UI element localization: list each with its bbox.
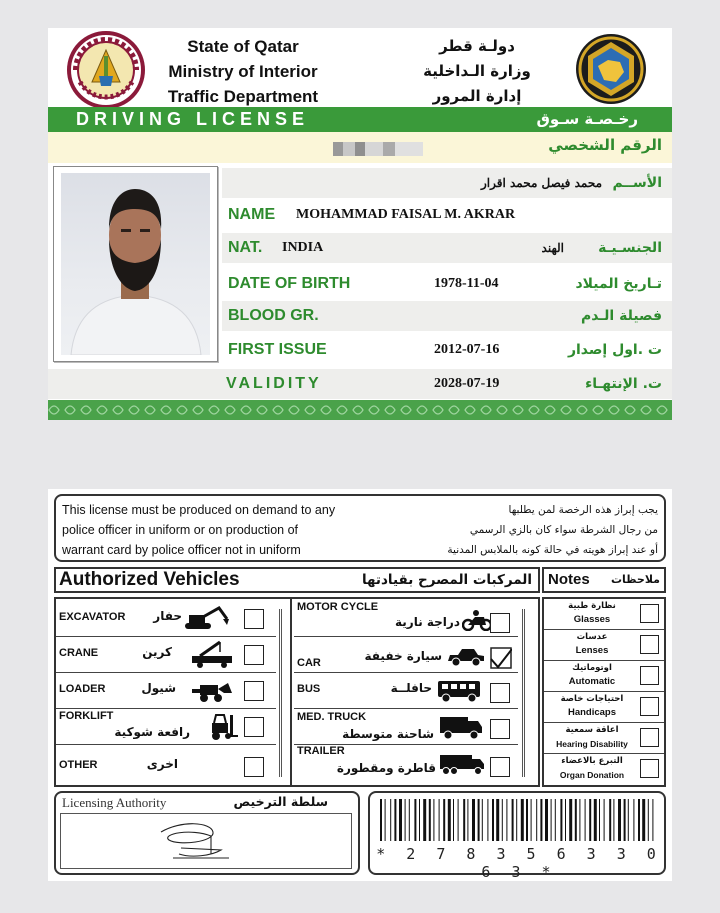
header-country-ar: دولـة قطر bbox=[439, 37, 515, 55]
vehicle-row-excavator bbox=[56, 601, 276, 637]
authorized-vehicles-title-ar: المركبات المصرح بقيادتها bbox=[361, 572, 532, 588]
header-department-ar: إدارة المرور bbox=[432, 87, 522, 105]
vehicle-label: BUS bbox=[297, 683, 321, 695]
vehicle-label-ar: شاحنة متوسطة bbox=[342, 727, 434, 741]
checkbox-loader[interactable] bbox=[244, 681, 264, 701]
header-department: Traffic Department bbox=[167, 87, 319, 106]
nationality-value: INDIA bbox=[282, 240, 324, 255]
blood-group-label: BLOOD GR. bbox=[228, 307, 319, 324]
license-back-card bbox=[48, 489, 672, 881]
vehicle-label: LOADER bbox=[59, 683, 106, 695]
checkbox-excavator[interactable] bbox=[244, 609, 264, 629]
vehicle-label-ar: رافعة شوكية bbox=[114, 725, 190, 739]
date-of-birth-value: 1978-11-04 bbox=[434, 276, 499, 291]
notice-line: warrant card by police officer not in uniform bbox=[62, 543, 301, 557]
driving-license-title-ar: رخـصـة سـوق bbox=[536, 110, 638, 128]
vehicle-row-trailer bbox=[294, 745, 518, 781]
authorized-vehicles-title: Authorized Vehicles bbox=[59, 569, 240, 590]
date-of-birth-label-ar: تـاريخ الميلاد bbox=[575, 276, 662, 292]
personal-id-redacted bbox=[333, 142, 423, 156]
vehicle-row-medium-truck bbox=[294, 709, 518, 745]
car-icon bbox=[446, 647, 486, 667]
nationality-label-ar: الجنسـيـة bbox=[598, 240, 662, 256]
holder-portrait-icon bbox=[61, 173, 210, 355]
vehicle-row-motorcycle bbox=[294, 601, 518, 637]
vehicle-label-ar: حفار bbox=[153, 609, 182, 623]
crane-truck-icon bbox=[190, 640, 234, 668]
holder-photo bbox=[53, 166, 218, 362]
licensing-authority-box bbox=[54, 791, 360, 875]
first-issue-label-ar: ت .اول إصدار bbox=[567, 342, 662, 358]
nationality-value-ar: الهند bbox=[541, 241, 564, 255]
note-handicaps bbox=[544, 692, 664, 723]
trailer-truck-icon bbox=[438, 753, 486, 777]
vehicle-label-ar: سيارة خفيفة bbox=[364, 649, 442, 663]
forklift-icon bbox=[204, 713, 238, 741]
licensing-authority-label-ar: سلطة الترخيص bbox=[233, 794, 328, 809]
note-hearing-disability bbox=[544, 723, 664, 754]
name-value-ar: محمد فيصل محمد اقرار bbox=[480, 176, 602, 190]
barcode-box bbox=[368, 791, 666, 881]
checkbox-automatic[interactable] bbox=[640, 666, 659, 685]
vehicle-label: MOTOR CYCLE bbox=[297, 601, 379, 613]
first-issue-label: FIRST ISSUE bbox=[228, 341, 327, 358]
validity-label: VALIDITY bbox=[226, 375, 322, 392]
truck-icon bbox=[438, 715, 484, 741]
name-label-ar: الأســم bbox=[612, 175, 662, 191]
checkbox-bus[interactable] bbox=[490, 683, 510, 703]
vehicle-label: EXCAVATOR bbox=[59, 611, 126, 623]
note-label-ar: التبرع بالاعضاء bbox=[561, 756, 623, 766]
notice-line-ar: يجب إبراز هذه الرخصة لمن يطلبها bbox=[508, 504, 658, 516]
vehicle-label: FORKLIFT bbox=[59, 710, 114, 722]
vehicle-label: MED. TRUCK bbox=[297, 711, 367, 723]
note-label-ar: اعاقة سمعية bbox=[565, 725, 619, 735]
decorative-pattern-band bbox=[48, 400, 672, 420]
note-lenses bbox=[544, 630, 664, 661]
loader-icon bbox=[190, 677, 234, 703]
signature-area bbox=[60, 813, 352, 869]
personal-id-band bbox=[48, 132, 672, 163]
note-label: Automatic bbox=[568, 676, 616, 687]
checkbox-medium-truck[interactable] bbox=[490, 719, 510, 739]
blood-group-label-ar: فصيلة الـدم bbox=[581, 308, 662, 324]
barcode-number: * 2 7 8 3 5 6 3 3 0 6 3 * bbox=[376, 845, 662, 881]
notice-line-ar: من رجال الشرطة سواء كان بالزي الرسمي bbox=[469, 524, 658, 536]
bus-icon bbox=[436, 679, 482, 703]
checkbox-hearing-disability[interactable] bbox=[640, 728, 659, 747]
header-country: State of Qatar bbox=[187, 37, 299, 56]
notes-header bbox=[542, 567, 666, 593]
note-label-ar: عدسات bbox=[576, 632, 608, 642]
note-label: Lenses bbox=[575, 645, 609, 656]
checkbox-handicaps[interactable] bbox=[640, 697, 659, 716]
note-organ-donation bbox=[544, 754, 664, 785]
vehicle-row-bus bbox=[294, 673, 518, 709]
checkbox-motorcycle[interactable] bbox=[490, 613, 510, 633]
header-ministry: Ministry of Interior bbox=[168, 62, 318, 81]
gcc-emblem-icon bbox=[574, 32, 648, 106]
notice-arabic bbox=[358, 500, 658, 560]
excavator-icon bbox=[181, 605, 231, 631]
first-issue-value: 2012-07-16 bbox=[434, 342, 500, 357]
vehicle-label-ar: قاطرة ومقطورة bbox=[336, 761, 436, 775]
personal-id-label-ar: الرقم الشخصي bbox=[548, 136, 662, 154]
vehicle-row-car bbox=[294, 637, 518, 673]
notes-title-ar: ملاحظات bbox=[611, 573, 660, 586]
validity-value: 2028-07-19 bbox=[434, 376, 500, 391]
header-ministry-ar: وزارة الـداخلية bbox=[423, 62, 531, 80]
date-of-birth-row bbox=[222, 269, 672, 299]
vehicle-label-ar: دراجة نارية bbox=[395, 615, 460, 629]
nationality-label: NAT. bbox=[228, 239, 263, 256]
licensing-authority-label: Licensing Authority bbox=[62, 795, 167, 810]
checkmark-icon bbox=[490, 647, 512, 669]
validity-label-ar: ت. الإنتهـاء bbox=[585, 376, 662, 392]
ministry-of-interior-emblem-icon bbox=[66, 30, 146, 110]
notice-line: This license must be produced on demand to any bbox=[62, 503, 336, 517]
first-issue-row bbox=[222, 335, 672, 365]
column-bar bbox=[279, 609, 282, 777]
vehicle-label-ar: حافلــة bbox=[390, 681, 432, 695]
name-label: NAME bbox=[228, 206, 276, 223]
vehicle-label-ar: اخرى bbox=[146, 757, 178, 771]
checkbox-lenses[interactable] bbox=[640, 635, 659, 654]
notes-title: Notes bbox=[548, 571, 590, 588]
note-label-ar: نظارة طبية bbox=[568, 601, 616, 611]
vehicle-label: OTHER bbox=[59, 759, 98, 771]
vehicle-grid bbox=[54, 597, 540, 787]
authorized-vehicles-header bbox=[54, 567, 540, 593]
checkbox-glasses[interactable] bbox=[640, 604, 659, 623]
note-automatic bbox=[544, 661, 664, 692]
checkbox-other[interactable] bbox=[244, 757, 264, 777]
header-english bbox=[148, 34, 338, 109]
motorcycle-icon bbox=[462, 609, 492, 631]
checkbox-trailer[interactable] bbox=[490, 757, 510, 777]
note-label-ar: اوتوماتيك bbox=[572, 663, 612, 673]
note-label: Handicaps bbox=[567, 707, 617, 718]
vehicle-row-loader bbox=[56, 673, 276, 709]
vehicle-label-ar: كرين bbox=[142, 645, 172, 659]
validity-row bbox=[48, 369, 672, 399]
date-of-birth-label: DATE OF BIRTH bbox=[228, 275, 351, 292]
name-value: MOHAMMAD FAISAL M. AKRAR bbox=[296, 207, 516, 222]
note-glasses bbox=[544, 599, 664, 630]
license-front-card bbox=[48, 28, 672, 420]
notice-line: police officer in uniform or on production of bbox=[62, 523, 299, 537]
nationality-row bbox=[222, 233, 672, 263]
vehicle-label: CAR bbox=[297, 657, 321, 669]
vehicle-label: TRAILER bbox=[297, 745, 345, 757]
checkbox-organ-donation[interactable] bbox=[640, 759, 659, 778]
notice-english bbox=[62, 500, 362, 560]
note-label-ar: احتياجات خاصة bbox=[560, 694, 624, 704]
vehicle-label: CRANE bbox=[59, 647, 99, 659]
blood-group-row bbox=[222, 301, 672, 331]
checkbox-car[interactable] bbox=[490, 647, 510, 667]
driving-license-band bbox=[48, 107, 672, 132]
note-label: Hearing Disability bbox=[556, 739, 628, 749]
vehicle-row-other bbox=[56, 745, 276, 781]
notes-list bbox=[542, 597, 666, 787]
vehicle-row-forklift bbox=[56, 709, 276, 745]
name-ar-row bbox=[222, 168, 672, 198]
notice-box bbox=[54, 494, 666, 562]
name-row bbox=[222, 200, 672, 230]
grid-divider bbox=[290, 599, 292, 785]
notice-line-ar: أو عند إبراز هويته في حالة كونه بالملابس المدنية bbox=[447, 544, 658, 556]
vehicle-row-crane bbox=[56, 637, 276, 673]
barcode-icon bbox=[380, 799, 658, 841]
header-arabic bbox=[412, 34, 542, 109]
driving-license-title: DRIVING LICENSE bbox=[76, 109, 310, 129]
checkbox-forklift[interactable] bbox=[244, 717, 264, 737]
signature-icon bbox=[61, 814, 353, 870]
vehicle-label-ar: شيول bbox=[141, 681, 176, 695]
checkbox-crane[interactable] bbox=[244, 645, 264, 665]
note-label: Glasses bbox=[573, 614, 611, 625]
note-label: Organ Donation bbox=[559, 770, 625, 780]
column-bar bbox=[522, 609, 525, 777]
